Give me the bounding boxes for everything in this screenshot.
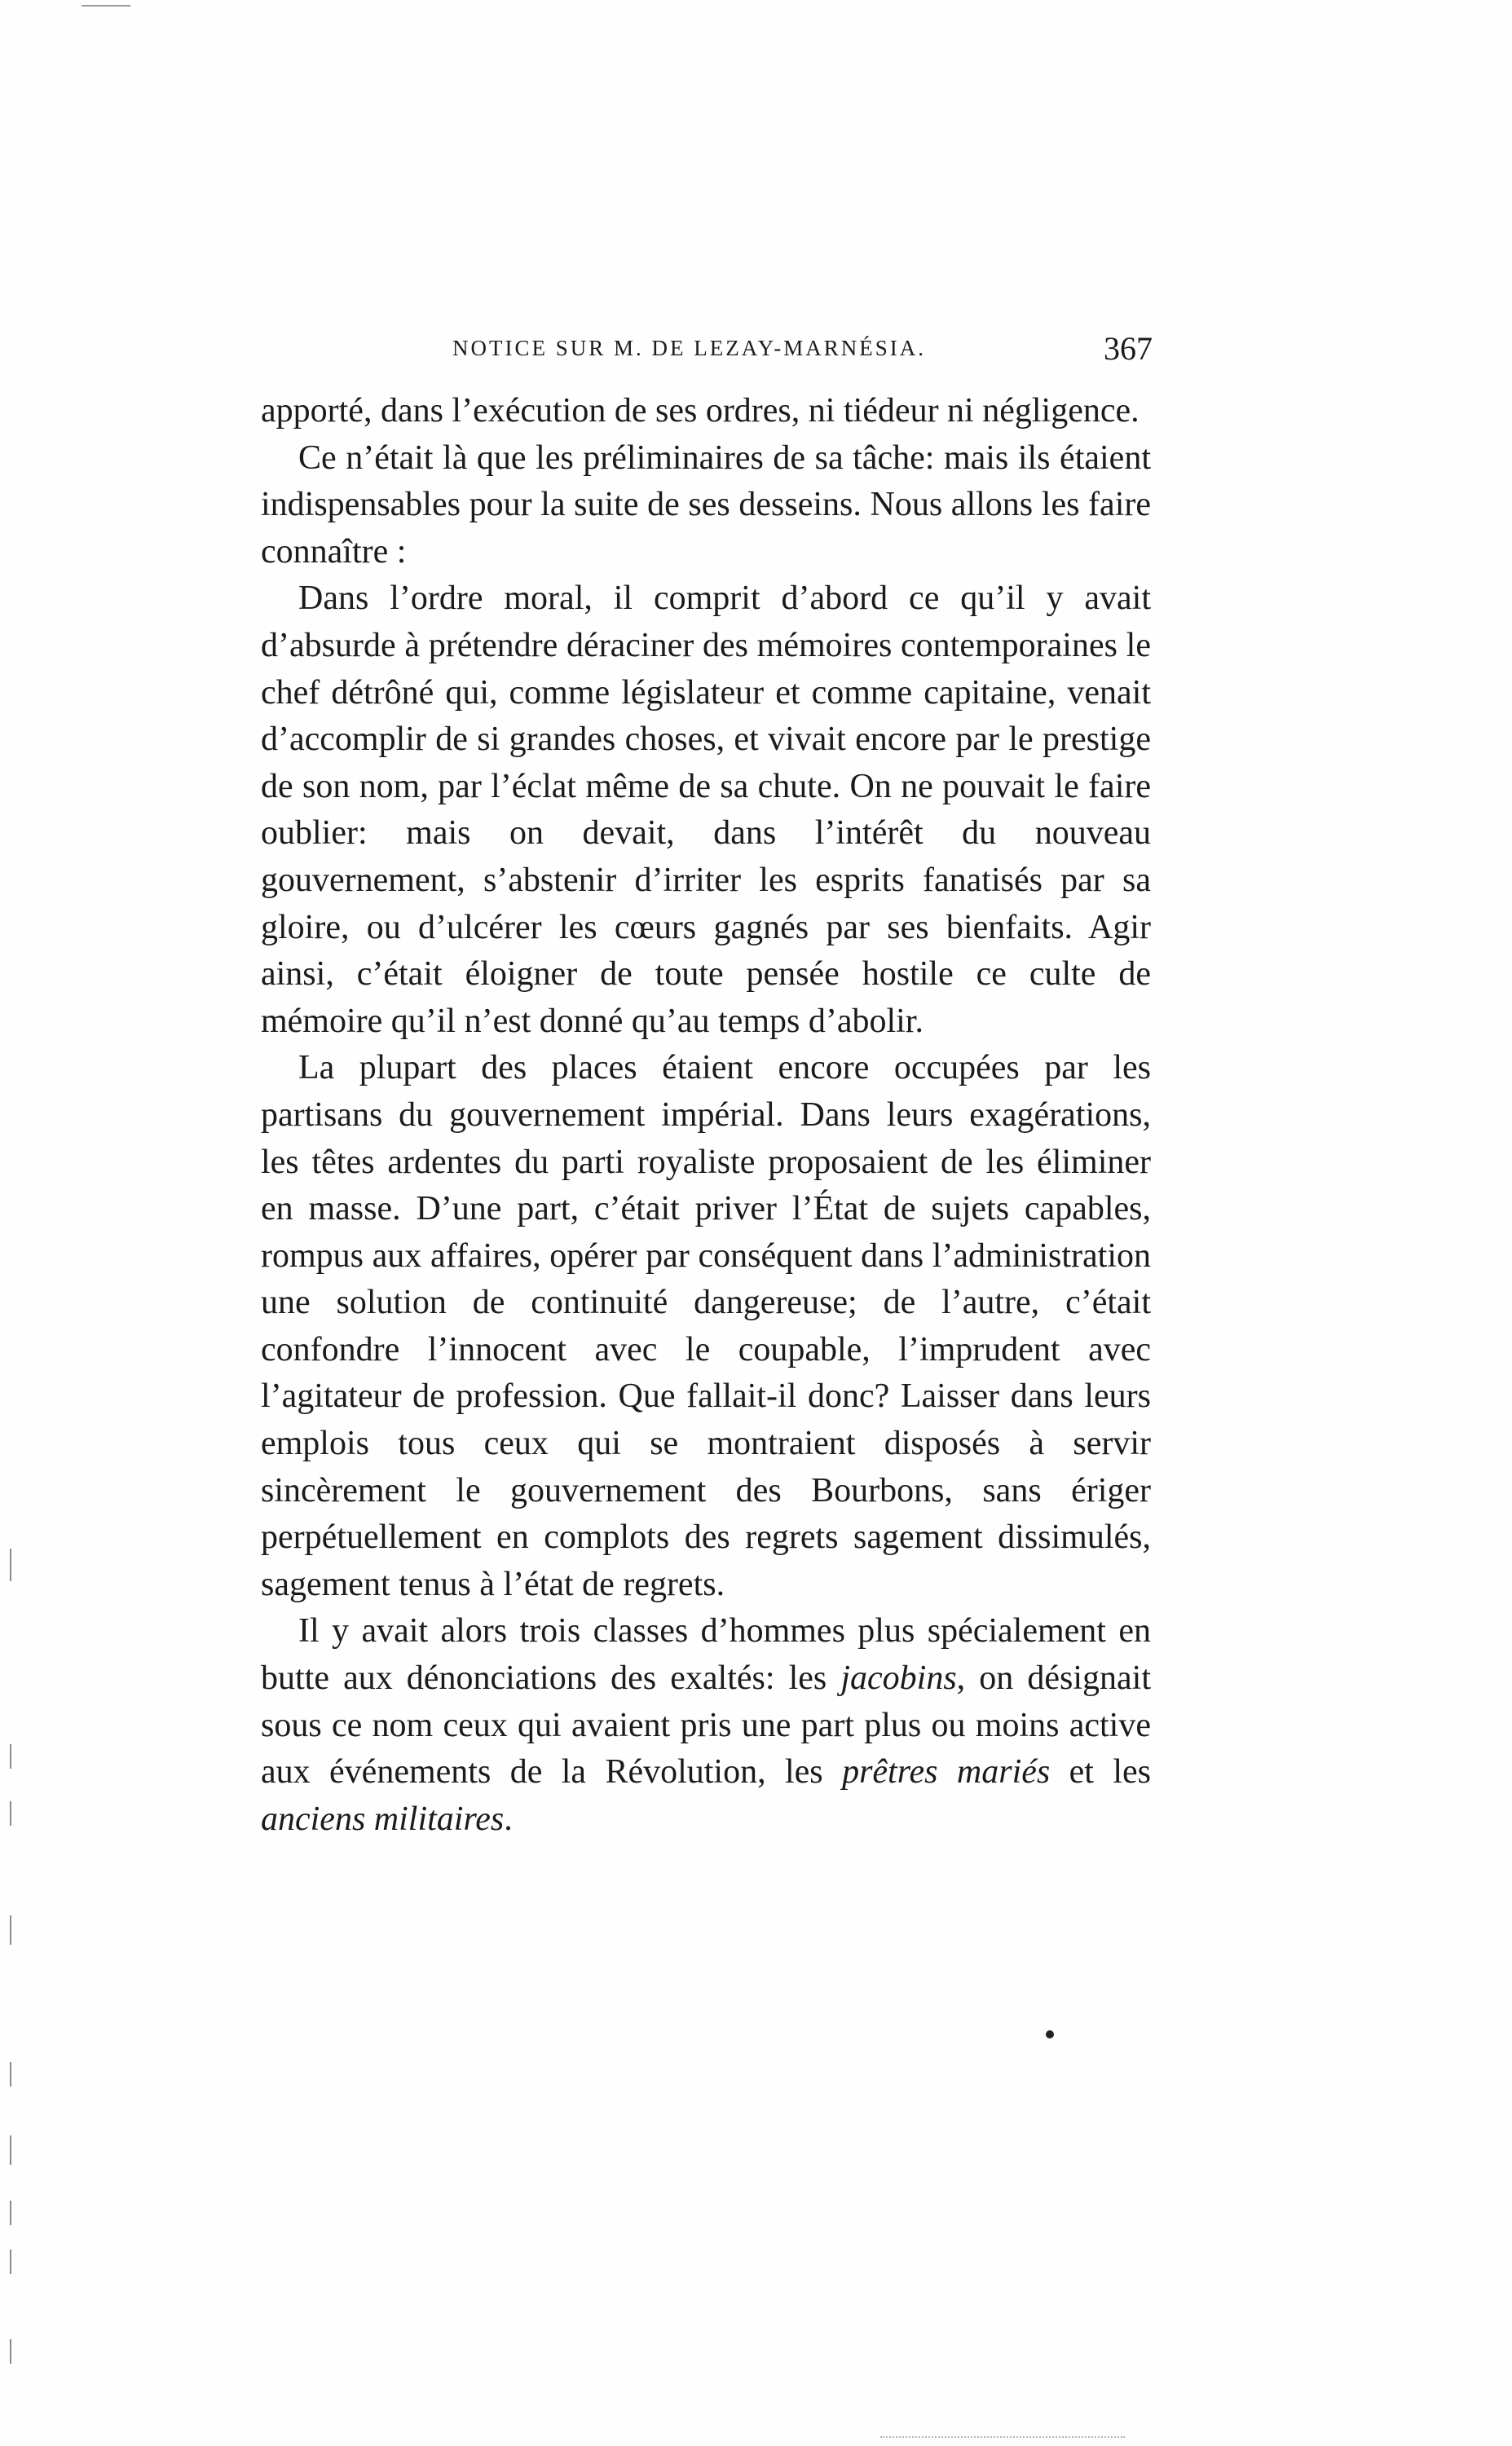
paragraph-5-start: Il y avait alors trois classes d’hommes plus spécialement en butte aux dénonciations des exaltés: les: [261, 1612, 1151, 1698]
term-anciens-militaires: anciens militaires: [261, 1800, 505, 1838]
body-text: [261, 388, 1151, 1843]
margin-mark: [10, 2135, 11, 2165]
term-jacobins: jacobins: [840, 1659, 957, 1698]
term-pretres-maries: prêtres mariés: [842, 1753, 1051, 1792]
paragraph-2: Ce n’était là que les préliminaires de sa tâche: mais ils étaient indispensables pour la suite de ses desseins. Nous allons les faire connaître :: [261, 439, 1151, 571]
paragraph-4: La plupart des places étaient encore occupées par les partisans du gouvernement impérial. Dans leurs exagérations, les têtes ardentes du parti royaliste proposaient de les éliminer en masse. D’une part, c’était priver l’État de sujets capables, rompus aux affaires, opérer par conséquent dans l’administration une solution de continuité dangereuse; de l’autre, c’était confondre l’innocent avec le coupable, l’imprudent avec l’agitateur de profession. Que fallait-il donc? Laisser dans leurs emplois tous ceux qui se montraient disposés à servir sincèrement le gouvernement des Bourbons, sans ériger perpétuellement en complots des regrets sagement dissimulés, sagement tenus à l’état de regrets.: [261, 1049, 1151, 1603]
paragraph-3: Dans l’ordre moral, il comprit d’abord ce qu’il y avait d’absurde à prétendre déraciner des mémoires contemporaines le chef détrôné qui, comme législateur et comme capitaine, venait d’accomplir de si grandes choses, et vivait encore par le prestige de son nom, par l’éclat même de sa chute. On ne pouvait le faire oublier: mais on devait, dans l’intérêt du nouveau gouvernement, s’abstenir d’irriter les esprits fanatisés par sa gloire, ou d’ulcérer les cœurs gagnés par ses bienfaits. Agir ainsi, c’était éloigner de toute pensée hostile ce culte de mémoire qu’il n’est donné qu’au temps d’abolir.: [261, 580, 1151, 1040]
margin-mark: [10, 2339, 11, 2364]
margin-mark: [10, 2062, 11, 2087]
scan-artifact-bottom: [880, 2436, 1125, 2440]
margin-mark: [10, 2201, 11, 2225]
running-head: NOTICE SUR M. DE LEZAY-MARNÉSIA.: [452, 336, 927, 360]
paragraph-5: [261, 1608, 1151, 1843]
ink-dot: [1046, 2030, 1054, 2038]
margin-mark: [10, 1801, 11, 1826]
margin-mark: [10, 1744, 11, 1769]
margin-mark: [10, 2250, 11, 2274]
paragraph-5-middle: , on désignait sous ce nom ceux qui avaient pris une part plus ou moins active aux événements de la Révolution, les: [261, 1659, 1151, 1792]
paragraph-5-and: et les: [1050, 1753, 1151, 1792]
paragraph-1: apporté, dans l’exécution de ses ordres, ni tiédeur ni négligence.: [261, 392, 1140, 430]
margin-mark: [10, 1915, 11, 1945]
margin-mark: [10, 1549, 11, 1581]
page-number: 367: [1104, 330, 1153, 367]
paragraph-5-end: .: [504, 1800, 513, 1838]
scan-artifact-top: [82, 5, 130, 7]
